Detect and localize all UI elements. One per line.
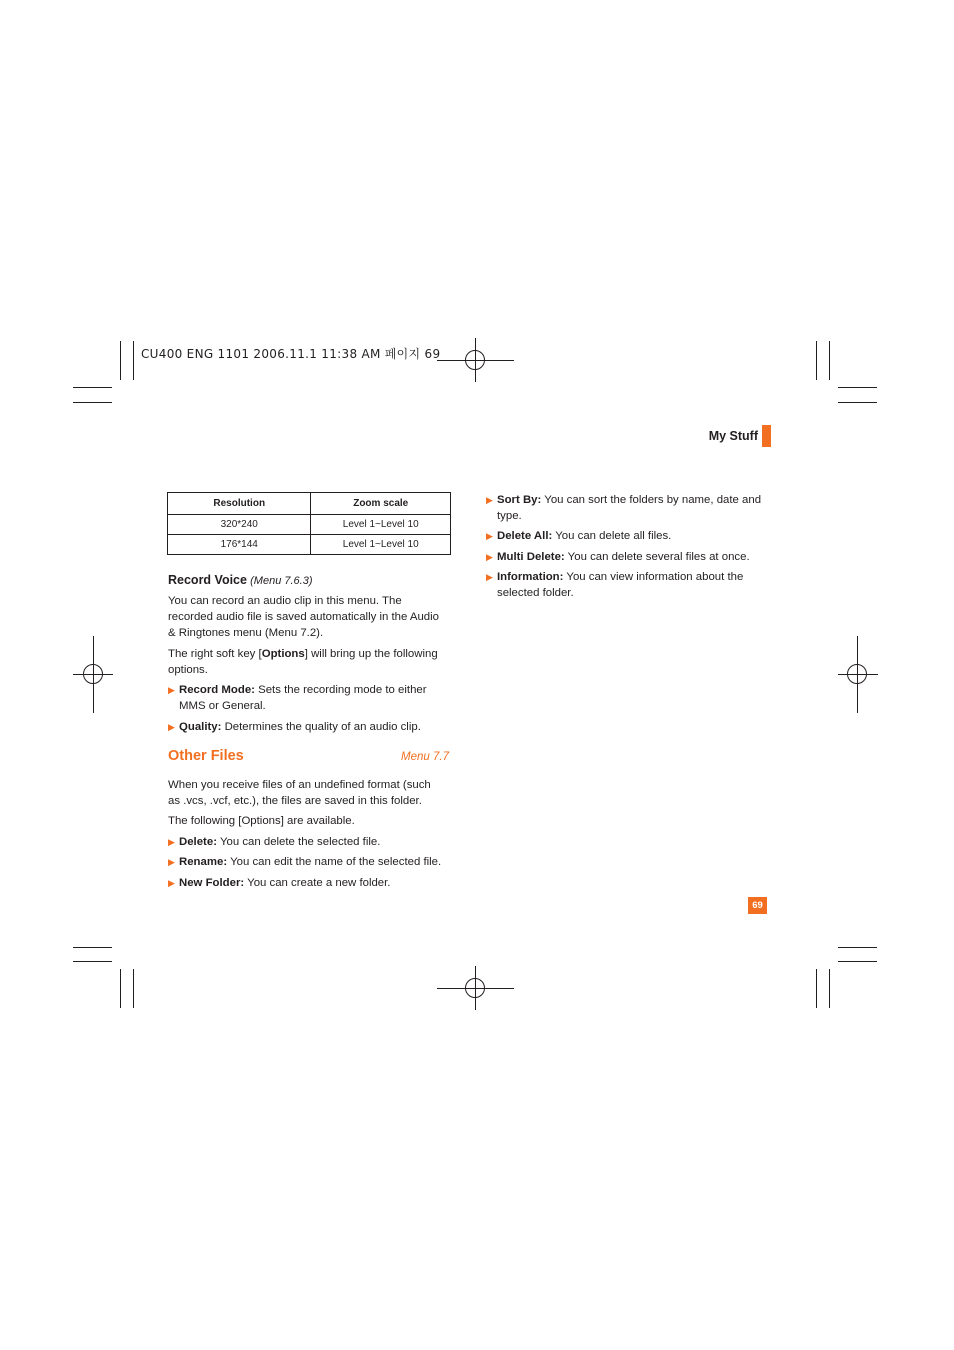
text-line [168, 646, 458, 662]
crop-mark [838, 961, 877, 962]
table-header-row [168, 493, 451, 515]
table-row [168, 535, 451, 555]
options-key-label: Options [261, 648, 305, 660]
crop-mark [120, 341, 121, 380]
bullet-arrow-icon: ▶ [486, 495, 493, 505]
bullet-information [497, 569, 772, 601]
record-voice-paragraph [168, 593, 458, 641]
other-files-heading: Other Files [168, 748, 244, 764]
crop-mark [816, 969, 817, 1008]
bullet-delete-all [497, 528, 772, 544]
table-row [168, 515, 451, 535]
print-slug: CU400 ENG 1101 2006.11.1 11:38 AM 페이지 69 [141, 347, 441, 361]
record-voice-title: Record Voice [168, 573, 247, 587]
page-number: 69 [748, 897, 767, 914]
bullet-text: You can delete the selected file. [216, 836, 381, 848]
bullet-text: Sets the recording mode to either [254, 684, 427, 696]
bullet-label: Sort By: [497, 494, 542, 506]
bullet-new-folder [179, 875, 459, 891]
bullet-rename [179, 854, 459, 870]
crop-mark [133, 341, 134, 380]
record-voice-heading [168, 572, 313, 589]
bullet-delete [179, 834, 459, 850]
crop-mark [73, 387, 112, 388]
text-line [179, 682, 459, 698]
text-line: MMS or General. [179, 700, 266, 712]
bullet-arrow-icon: ▶ [486, 552, 493, 562]
bullet-arrow-icon: ▶ [168, 685, 175, 695]
bullet-label: Quality: [179, 721, 222, 733]
text-line: You can record an audio clip in this menu. The [168, 595, 402, 607]
crop-mark [73, 961, 112, 962]
bullet-label: Rename: [179, 856, 228, 868]
text-line: When you receive files of an undefined format (such [168, 779, 431, 791]
bullet-arrow-icon: ▶ [486, 531, 493, 541]
bullet-text: You can create a new folder. [244, 877, 391, 889]
text-line: type. [497, 510, 522, 522]
options-paragraph [168, 646, 458, 678]
bullet-label: New Folder: [179, 877, 245, 889]
bullet-label: Multi Delete: [497, 551, 565, 563]
crop-mark [120, 969, 121, 1008]
bullet-arrow-icon: ▶ [168, 878, 175, 888]
table-header: Zoom scale [311, 493, 451, 515]
section-tab-marker [762, 425, 771, 447]
text-line: as .vcs, .vcf, etc.), the files are saved in this folder. [168, 795, 422, 807]
text-span: The right soft key [ [168, 648, 262, 660]
bullet-label: Information: [497, 571, 564, 583]
text-line: selected folder. [497, 587, 574, 599]
crop-mark [829, 341, 830, 380]
bullet-text: You can edit the name of the selected file. [227, 856, 442, 868]
other-files-paragraph [168, 777, 458, 809]
table-cell: Level 1~Level 10 [311, 515, 451, 535]
text-line: recorded audio file is saved automatically in the Audio [168, 611, 440, 623]
bullet-text: You can sort the folders by name, date and [541, 494, 762, 506]
bullet-text: You can delete all files. [552, 530, 672, 542]
section-title: My Stuff [708, 429, 758, 443]
record-voice-menu-ref: (Menu 7.6.3) [250, 575, 313, 587]
crop-mark [838, 947, 877, 948]
crop-mark [838, 402, 877, 403]
table-cell: Level 1~Level 10 [311, 535, 451, 555]
bullet-label: Record Mode: [179, 684, 255, 696]
crop-mark [829, 969, 830, 1008]
text-line [497, 492, 772, 508]
text-line: options. [168, 664, 208, 676]
bullet-arrow-icon: ▶ [168, 837, 175, 847]
text-line: & Ringtones menu (Menu 7.2). [168, 627, 324, 639]
bullet-quality [179, 719, 459, 735]
crop-mark [133, 969, 134, 1008]
bullet-arrow-icon: ▶ [168, 722, 175, 732]
crop-mark [838, 387, 877, 388]
crop-mark [73, 947, 112, 948]
resolution-table [167, 492, 451, 555]
bullet-label: Delete All: [497, 530, 553, 542]
bullet-arrow-icon: ▶ [168, 857, 175, 867]
other-files-menu-ref: Menu 7.7 [401, 751, 449, 763]
text-line [497, 569, 772, 585]
table-header: Resolution [168, 493, 311, 515]
bullet-multi-delete [497, 549, 772, 565]
bullet-text: You can view information about the [563, 571, 744, 583]
bullet-record-mode [179, 682, 459, 714]
bullet-arrow-icon: ▶ [486, 572, 493, 582]
bullet-text: You can delete several files at once. [564, 551, 750, 563]
bullet-sort-by [497, 492, 772, 524]
table-cell: 320*240 [168, 515, 311, 535]
other-files-options-intro: The following [Options] are available. [168, 815, 355, 827]
crop-mark [816, 341, 817, 380]
bullet-text: Determines the quality of an audio clip. [221, 721, 421, 733]
text-span: ] will bring up the following [304, 648, 438, 660]
table-cell: 176*144 [168, 535, 311, 555]
bullet-label: Delete: [179, 836, 217, 848]
crop-mark [73, 402, 112, 403]
